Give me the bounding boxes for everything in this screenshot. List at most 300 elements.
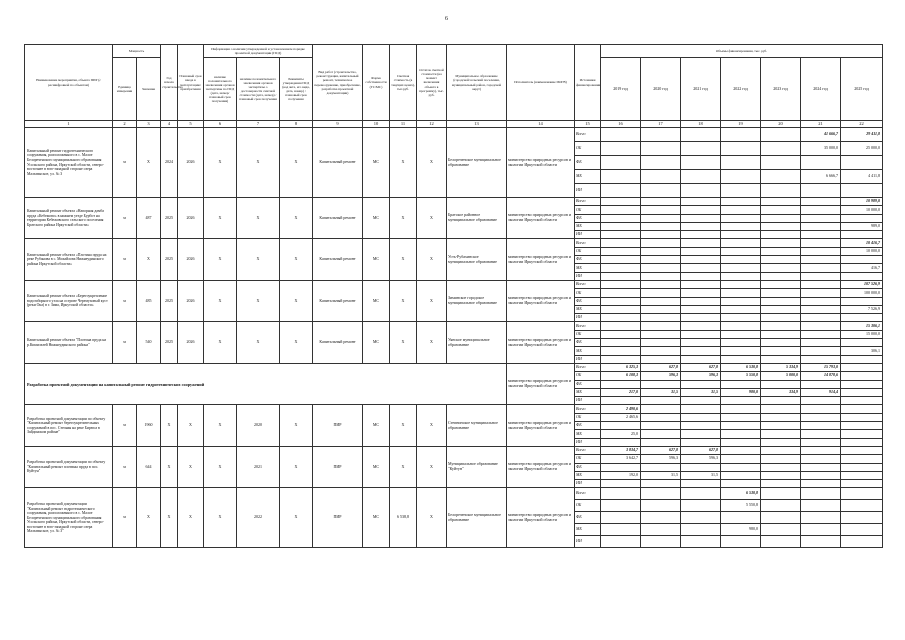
fund-source-label: ОБ: [575, 330, 601, 338]
fund-value: [721, 463, 761, 471]
fund-value: [801, 206, 841, 214]
fund-value: [761, 355, 801, 363]
fund-value: [761, 330, 801, 338]
end-year: 2026: [178, 239, 204, 280]
table-row: [25, 322, 883, 330]
ownership: МС: [363, 488, 390, 548]
fund-source-label: ФБ: [575, 422, 601, 430]
executor: министерство природных ресурсов и экологии Иркутской области: [507, 488, 575, 548]
fund-value: [721, 214, 761, 222]
fund-source-label: ИИ: [575, 536, 601, 548]
fund-value: [641, 222, 681, 230]
fund-source-label: МБ: [575, 388, 601, 396]
fund-value: [761, 156, 801, 170]
fund-value: [641, 206, 681, 214]
fund-value: [801, 314, 841, 322]
fund-value: [841, 430, 883, 438]
fund-value: [721, 297, 761, 305]
executor: министерство природных ресурсов и экологии Иркутской области: [507, 280, 575, 321]
municipality: Зиминское городское муниципальное образование: [447, 280, 507, 321]
column-number: 14: [507, 121, 575, 128]
fund-source-label: ОБ: [575, 500, 601, 512]
work-type: Капитальный ремонт: [313, 128, 363, 198]
ownership: МС: [363, 198, 390, 239]
fund-value: [641, 480, 681, 488]
fund-value: [601, 463, 641, 471]
fund-source-label: Всего: [575, 363, 601, 371]
fund-value: [841, 339, 883, 347]
fund-value: [681, 272, 721, 280]
fund-value: [841, 405, 883, 413]
column-number: 2: [113, 121, 137, 128]
fund-value: [681, 330, 721, 338]
fund-value: [761, 170, 801, 184]
municipality: Уянское муниципальное образование: [447, 322, 507, 363]
fund-value: [761, 239, 801, 247]
fund-value: 6 666,7: [801, 170, 841, 184]
header-name: Наименование мероприятия, объекта ППР (с расшифровкой по объектам): [25, 45, 113, 121]
work-type: Капитальный ремонт: [313, 322, 363, 363]
fund-value: [681, 463, 721, 471]
fund-value: [641, 280, 681, 288]
object-name: Разработка проектной документации по объекту "Капитальный ремонт плотины пруда в пос. Куйтун": [25, 446, 113, 487]
unit: м: [113, 198, 137, 239]
fund-source-label: ИИ: [575, 184, 601, 198]
fund-value: [681, 142, 721, 156]
fund-value: [681, 512, 721, 524]
fund-value: [761, 289, 801, 297]
fund-source-label: Всего: [575, 322, 601, 330]
work-type: ПИР: [313, 488, 363, 548]
unit: м: [113, 322, 137, 363]
fund-value: 2 465,6: [601, 413, 641, 421]
fund-value: [601, 512, 641, 524]
cost-check: Х: [237, 128, 280, 198]
fund-value: 627,8: [641, 446, 681, 454]
fund-value: [681, 339, 721, 347]
fund-value: [601, 280, 641, 288]
capacity-value: Х: [137, 239, 161, 280]
fund-source-label: МБ: [575, 305, 601, 313]
object-name: Капитальный ремонт объекта «Напорная дамба пруда «Кебежово» в нижнем уезде Бурбот на территории Кебежовского сельского поселения Братского района Иркутской области»: [25, 198, 113, 239]
municipality: Братское районное муниципальное образование: [447, 198, 507, 239]
unit: м: [113, 128, 137, 198]
fund-value: [761, 322, 801, 330]
fund-source-label: МБ: [575, 170, 601, 184]
cost-check: Х: [237, 280, 280, 321]
fund-value: [681, 314, 721, 322]
capacity-value: Х: [137, 488, 161, 548]
remaining-cost: Х: [417, 239, 447, 280]
fund-value: 29 411,8: [841, 128, 883, 142]
fund-value: [801, 536, 841, 548]
object-name: Капитальный ремонт объекта «Берегоукрепление водозаборного узла на острове Черемуховый куст (реки Ока) в г. Зима, Иркутской области»: [25, 280, 113, 321]
fund-value: [681, 500, 721, 512]
fund-value: [721, 222, 761, 230]
fund-value: [761, 430, 801, 438]
fund-source-label: ОБ: [575, 455, 601, 463]
fund-value: [641, 536, 681, 548]
fund-value: [601, 305, 641, 313]
fund-value: [721, 239, 761, 247]
fund-value: [721, 422, 761, 430]
executor: министерство природных ресурсов и экологии Иркутской области: [507, 198, 575, 239]
fund-value: 5 550,8: [721, 500, 761, 512]
header-year: 2023 год: [761, 58, 801, 121]
fund-value: [721, 314, 761, 322]
fund-value: [681, 264, 721, 272]
fund-value: [641, 314, 681, 322]
fund-value: 25 000,0: [841, 142, 883, 156]
fund-value: [681, 214, 721, 222]
fund-value: [641, 463, 681, 471]
fund-value: 31,5: [641, 471, 681, 479]
fund-value: [681, 170, 721, 184]
fund-value: [721, 206, 761, 214]
fund-value: [721, 339, 761, 347]
fund-value: [681, 256, 721, 264]
fund-value: [601, 488, 641, 500]
fund-value: [681, 405, 721, 413]
executor: министерство природных ресурсов и экологии Иркутской области: [507, 239, 575, 280]
work-type: Капитальный ремонт: [313, 198, 363, 239]
fund-source-label: МБ: [575, 471, 601, 479]
end-year: 2026: [178, 322, 204, 363]
fund-source-label: Всего: [575, 239, 601, 247]
column-number: 20: [761, 121, 801, 128]
fund-value: [761, 422, 801, 430]
start-year: 2025: [161, 239, 178, 280]
fund-value: [641, 322, 681, 330]
column-number: 12: [417, 121, 447, 128]
fund-value: [641, 170, 681, 184]
fund-value: [801, 524, 841, 536]
fund-value: [641, 214, 681, 222]
fund-value: 7 526,9: [841, 305, 883, 313]
header-year: 2020 год: [641, 58, 681, 121]
fund-value: [761, 480, 801, 488]
fund-value: 416,7: [841, 264, 883, 272]
header-year: 2025 год: [841, 58, 883, 121]
fund-value: [721, 256, 761, 264]
fund-value: [761, 305, 801, 313]
fund-value: [601, 480, 641, 488]
header-municipality: Муниципальное образование (городской/сельский поселения, муниципальный район, городской округ): [447, 45, 507, 121]
fund-value: [761, 488, 801, 500]
fund-value: [681, 536, 721, 548]
start-year: 2025: [161, 280, 178, 321]
fund-value: [721, 405, 761, 413]
fund-value: [801, 297, 841, 305]
fund-value: 596,3: [681, 372, 721, 380]
fund-value: [601, 198, 641, 206]
cost: Х: [390, 405, 417, 446]
fund-value: 25,0: [601, 430, 641, 438]
fund-source-label: Всего: [575, 488, 601, 500]
column-number: 18: [681, 121, 721, 128]
fund-value: 10 416,7: [841, 239, 883, 247]
fund-value: 2 490,6: [601, 405, 641, 413]
expertise: Х: [204, 239, 237, 280]
cost: Х: [390, 239, 417, 280]
fund-source-label: Всего: [575, 405, 601, 413]
fund-value: [681, 397, 721, 405]
fund-value: [641, 339, 681, 347]
fund-source-label: Всего: [575, 128, 601, 142]
cost-check: 2021: [237, 446, 280, 487]
cost-check: Х: [237, 322, 280, 363]
column-number: 15: [575, 121, 601, 128]
fund-value: [601, 322, 641, 330]
fund-value: [681, 438, 721, 446]
column-number: 19: [721, 121, 761, 128]
fund-value: [641, 297, 681, 305]
fund-value: [801, 446, 841, 454]
column-number: 10: [363, 121, 390, 128]
fund-value: [761, 413, 801, 421]
fund-value: [601, 397, 641, 405]
fund-value: [761, 380, 801, 388]
remaining-cost: Х: [417, 322, 447, 363]
fund-value: [641, 413, 681, 421]
fund-value: 6 530,8: [721, 363, 761, 371]
fund-value: [801, 463, 841, 471]
fund-value: [601, 500, 641, 512]
expertise: Х: [204, 280, 237, 321]
fund-value: [841, 372, 883, 380]
header-value: Значение: [137, 58, 161, 121]
header-expertise: наличие положительного заключения органов экспертизы по ПСД (дата, номер/плановый срок получения): [204, 58, 237, 121]
header-unit: Единица измерения: [113, 58, 137, 121]
fund-value: [761, 142, 801, 156]
fund-source-label: ИИ: [575, 480, 601, 488]
fund-source-label: ОБ: [575, 289, 601, 297]
fund-value: [721, 184, 761, 198]
fund-value: [801, 156, 841, 170]
fund-value: 31,5: [681, 471, 721, 479]
fund-source-label: ФБ: [575, 463, 601, 471]
fund-value: [801, 455, 841, 463]
fund-value: [641, 256, 681, 264]
header-year: 2021 год: [681, 58, 721, 121]
fund-value: [801, 280, 841, 288]
fund-value: [841, 256, 883, 264]
start-year: Х: [161, 405, 178, 446]
unit: м: [113, 488, 137, 548]
column-number: 7: [237, 121, 280, 128]
cost-check: 2020: [237, 405, 280, 446]
header-remaining-cost: Остаток сметной стоимости (на момент включения объекта в программу), тыс. руб.: [417, 45, 447, 121]
fund-value: [721, 438, 761, 446]
column-number: 4: [161, 121, 178, 128]
fund-value: 6 325,3: [601, 363, 641, 371]
fund-value: [601, 347, 641, 355]
fund-value: [601, 330, 641, 338]
fund-value: 41 666,7: [801, 128, 841, 142]
table-row: [25, 239, 883, 247]
fund-value: [601, 422, 641, 430]
header-start-year: Год начала строительства: [161, 45, 178, 121]
executor: министерство природных ресурсов и экологии Иркутской области: [507, 446, 575, 487]
fund-value: 10 989,0: [841, 198, 883, 206]
municipality: Белореченское муниципальное образование: [447, 128, 507, 198]
work-type: ПИР: [313, 405, 363, 446]
fund-value: [721, 272, 761, 280]
fund-value: [641, 231, 681, 239]
fund-source-label: ИИ: [575, 231, 601, 239]
financing-table: [24, 44, 883, 548]
fund-value: [641, 264, 681, 272]
column-number: 5: [178, 121, 204, 128]
fund-value: [801, 397, 841, 405]
fund-value: [641, 380, 681, 388]
fund-value: [841, 214, 883, 222]
municipality: Усть-Рубахинское муниципальное образование: [447, 239, 507, 280]
table-row: [25, 280, 883, 288]
ownership: МС: [363, 322, 390, 363]
fund-value: [841, 438, 883, 446]
fund-value: [641, 184, 681, 198]
fund-value: [601, 524, 641, 536]
fund-value: [681, 297, 721, 305]
ownership: МС: [363, 446, 390, 487]
fund-value: 980,0: [721, 524, 761, 536]
fund-source-label: Всего: [575, 446, 601, 454]
fund-value: 596,3: [641, 455, 681, 463]
fund-value: [681, 430, 721, 438]
fund-value: [721, 170, 761, 184]
fund-value: [681, 206, 721, 214]
fund-value: [681, 347, 721, 355]
fund-value: [801, 405, 841, 413]
executor: министерство природных ресурсов и экологии Иркутской области: [507, 128, 575, 198]
ownership: МС: [363, 128, 390, 198]
fund-value: [841, 231, 883, 239]
column-numbers-row: [25, 121, 883, 128]
approval: Х: [280, 488, 313, 548]
end-year: 2026: [178, 280, 204, 321]
municipality: Степнинское муниципальное образование: [447, 405, 507, 446]
fund-value: [801, 289, 841, 297]
fund-value: [801, 355, 841, 363]
fund-value: [801, 198, 841, 206]
fund-value: [641, 422, 681, 430]
fund-value: [601, 289, 641, 297]
fund-value: [761, 297, 801, 305]
column-number: 6: [204, 121, 237, 128]
fund-value: [601, 222, 641, 230]
expertise: Х: [204, 322, 237, 363]
fund-value: [801, 256, 841, 264]
fund-value: 5 550,8: [721, 372, 761, 380]
fund-value: [841, 272, 883, 280]
fund-source-label: ИИ: [575, 438, 601, 446]
fund-value: 15 793,0: [801, 363, 841, 371]
header-year: 2024 год: [801, 58, 841, 121]
fund-value: [761, 397, 801, 405]
expertise: Х: [204, 446, 237, 487]
fund-value: [721, 430, 761, 438]
fund-value: [641, 524, 681, 536]
fund-value: [601, 156, 641, 170]
municipality: Муниципальное образование "Куйтун": [447, 446, 507, 487]
fund-source-label: ФБ: [575, 380, 601, 388]
fund-value: [841, 363, 883, 371]
fund-value: [841, 500, 883, 512]
fund-value: [801, 184, 841, 198]
remaining-cost: Х: [417, 128, 447, 198]
fund-value: [681, 222, 721, 230]
fund-source-label: Всего: [575, 280, 601, 288]
end-year: Х: [178, 488, 204, 548]
expertise: Х: [204, 198, 237, 239]
fund-value: [641, 488, 681, 500]
fund-value: [801, 471, 841, 479]
fund-value: [841, 184, 883, 198]
fund-value: [841, 355, 883, 363]
fund-value: [681, 413, 721, 421]
fund-value: [761, 536, 801, 548]
fund-value: [761, 184, 801, 198]
fund-value: [641, 330, 681, 338]
fund-value: [801, 512, 841, 524]
fund-value: [681, 231, 721, 239]
start-year: Х: [161, 446, 178, 487]
fund-value: [721, 471, 761, 479]
header-year: 2019 год: [601, 58, 641, 121]
section-title: Разработка проектной документации на капитальный ремонт гидротехнических сооружений: [25, 363, 507, 404]
unit: м: [113, 280, 137, 321]
fund-value: [641, 247, 681, 255]
expertise: Х: [204, 488, 237, 548]
fund-value: [801, 264, 841, 272]
fund-value: [761, 314, 801, 322]
header-ownership: Форма собственности (ГС/МС): [363, 45, 390, 121]
fund-source-label: ИИ: [575, 272, 601, 280]
fund-value: [601, 256, 641, 264]
capacity-value: 540: [137, 322, 161, 363]
fund-value: [721, 247, 761, 255]
fund-value: [641, 355, 681, 363]
fund-value: 192,0: [601, 471, 641, 479]
fund-value: [801, 330, 841, 338]
fund-value: [641, 405, 681, 413]
fund-value: [641, 512, 681, 524]
header-cost-check: наличие положительного заключения органов экспертизы о достоверности сметной стоимости (дата, номер) / плановый срок получения: [237, 58, 280, 121]
fund-source-label: МБ: [575, 347, 601, 355]
expertise: Х: [204, 405, 237, 446]
fund-source-label: ОБ: [575, 372, 601, 380]
fund-value: [601, 184, 641, 198]
fund-value: [681, 128, 721, 142]
cost: Х: [390, 198, 417, 239]
fund-value: 10 000,0: [841, 206, 883, 214]
fund-value: [841, 422, 883, 430]
fund-value: [841, 488, 883, 500]
fund-value: [681, 380, 721, 388]
fund-value: [681, 422, 721, 430]
unit: м: [113, 239, 137, 280]
fund-value: [801, 214, 841, 222]
table-row: [25, 405, 883, 413]
fund-value: [601, 231, 641, 239]
fund-value: [601, 128, 641, 142]
header-end-year: Плановый срок ввода в эксплуатацию/приобретения: [178, 45, 204, 121]
capacity-value: 487: [137, 198, 161, 239]
fund-source-label: МБ: [575, 430, 601, 438]
fund-source-label: ИИ: [575, 314, 601, 322]
table-row: [25, 198, 883, 206]
